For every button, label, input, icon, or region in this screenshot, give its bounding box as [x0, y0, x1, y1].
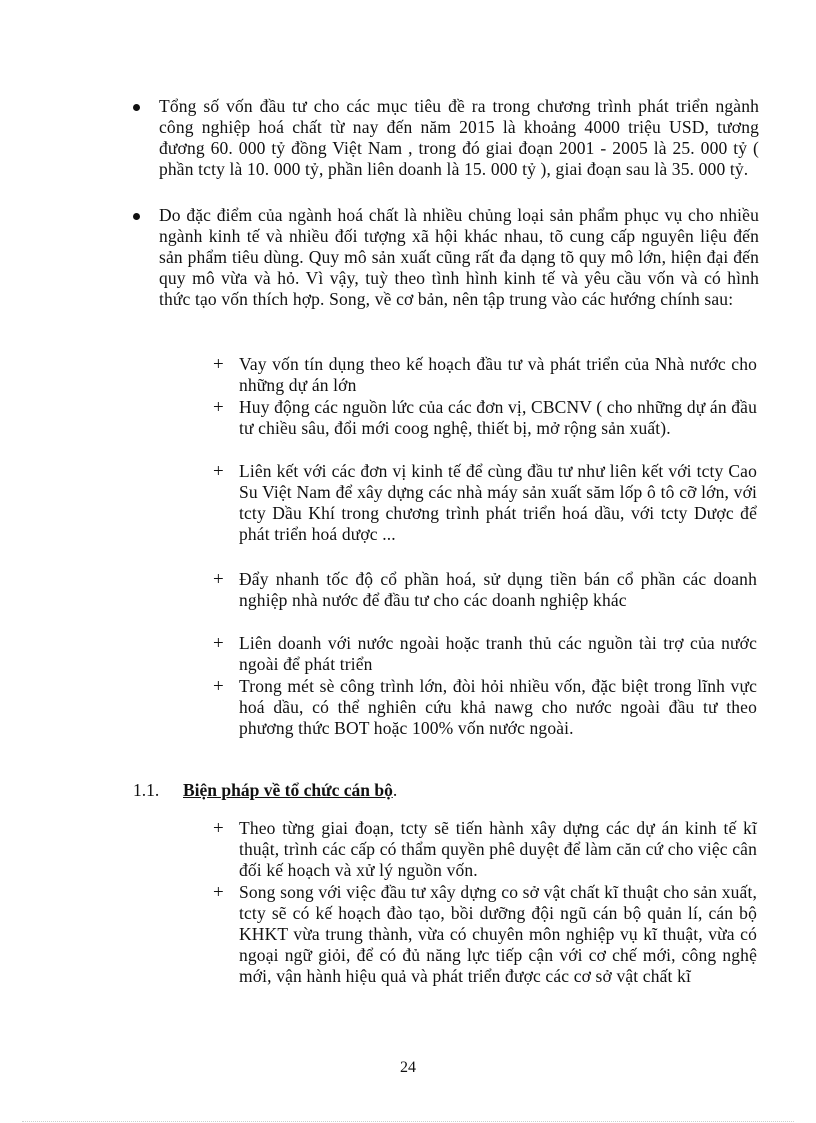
- section-title-suffix: .: [392, 780, 398, 800]
- plus-marker: +: [213, 397, 224, 418]
- section-item: [213, 882, 757, 987]
- sub-item: [213, 569, 757, 611]
- section-item-text: Theo từng giai đoạn, tcty sẽ tiến hành xây dựng các dự án kinh tế kĩ thuật, trình các cấp có thẩm quyền phê duyệt để làm căn cứ cho việc cân đối kế hoạch và xử lý nguồn vốn.: [239, 818, 757, 880]
- plus-marker: +: [213, 569, 224, 590]
- sub-item-text: Huy động các nguồn lức của các đơn vị, CBCNV ( cho những dự án đầu tư chiều sâu, đổi mới coog nghệ, thiết bị, mở rộng sản xuất).: [239, 397, 757, 438]
- bullet-item: [159, 96, 759, 180]
- plus-marker: +: [213, 461, 224, 482]
- page-bottom-rule: [22, 1121, 794, 1122]
- section-number: 1.1.: [133, 780, 160, 800]
- plus-marker: +: [213, 633, 224, 654]
- section-item-text: Song song với việc đầu tư xây dựng co sở vật chất kĩ thuật cho sản xuất, tcty sẽ có kế hoạch đào tạo, bồi dưỡng đội ngũ cán bộ quản lí, cán bộ KHKT vừa trung thành, vừa có chuyên môn nghiệp vụ kĩ thuật, vừa có ngoại ngữ giỏi, để có đủ năng lực tiếp cận với cơ chế mới, công nghệ mới, vận hành hiệu quả và phát triển được các cơ sở vật chất kĩ: [239, 882, 757, 986]
- sub-item: [213, 676, 757, 739]
- sub-item: [213, 461, 757, 545]
- bullet-dot: [133, 213, 140, 220]
- bullet-text: Do đặc điểm của ngành hoá chất là nhiều chủng loại sản phẩm phục vụ cho nhiều ngành kinh tế và nhiều đối tượng xã hội khác nhau, tõ cung cấp nguyên liệu đến sản phẩm tiêu dùng. Quy mô sản xuất cũng rất đa dạng tõ quy mô lớn, hiện đại đến quy mô vừa và hỏ. Vì vậy, tuỳ theo tình hình kinh tế và yêu cầu vốn và có hình thức tạo vốn thích hợp. Song, về cơ bản, nên tập trung vào các hướng chính sau:: [159, 205, 759, 309]
- plus-marker: +: [213, 818, 224, 839]
- bullet-dot: [133, 104, 140, 111]
- bullet-item: [159, 205, 759, 310]
- section-title: Biện pháp về tổ chức cán bộ: [183, 780, 393, 800]
- sub-item: [213, 397, 757, 439]
- sub-item-text: Trong mét sè công trình lớn, đòi hỏi nhiều vốn, đặc biệt trong lĩnh vực hoá dầu, có thể nghiên cứu khả nawg cho nước ngoài đầu tư theo phương thức BOT hoặc 100% vốn nước ngoài.: [239, 676, 757, 738]
- sub-item: [213, 354, 757, 396]
- sub-item-text: Vay vốn tín dụng theo kế hoạch đầu tư và phát triển của Nhà nước cho những dự án lớn: [239, 354, 757, 395]
- plus-marker: +: [213, 676, 224, 697]
- plus-marker: +: [213, 882, 224, 903]
- bullet-text: Tổng số vốn đầu tư cho các mục tiêu đề ra trong chương trình phát triển ngành công nghiệp hoá chất từ nay đến năm 2015 là khoảng 4000 triệu USD, tương đương 60. 000 tỷ đồng Việt Nam , trong đó giai đoạn 2001 - 2005 là 25. 000 tỷ ( phần tcty là 10. 000 tỷ, phần liên doanh là 15. 000 tỷ ), giai đoạn sau là 35. 000 tỷ.: [159, 96, 759, 179]
- sub-item-text: Đẩy nhanh tốc độ cổ phần hoá, sử dụng tiền bán cổ phần các doanh nghiệp nhà nước để đầu tư cho các doanh nghiệp khác: [239, 569, 757, 610]
- sub-item-text: Liên kết với các đơn vị kinh tế để cùng đầu tư như liên kết với tcty Cao Su Việt Nam để xây dựng các nhà máy sản xuất săm lốp ô tô cỡ lớn, với tcty Dầu Khí trong chương trình phát triển hoá dầu, với tcty Dược để phát triển hoá dược ...: [239, 461, 757, 544]
- sub-item-text: Liên doanh với nước ngoài hoặc tranh thủ các nguồn tài trợ của nước ngoài để phát triển: [239, 633, 757, 674]
- section-item: [213, 818, 757, 881]
- section-heading: [133, 780, 397, 801]
- sub-item: [213, 633, 757, 675]
- plus-marker: +: [213, 354, 224, 375]
- page-number: 24: [400, 1059, 416, 1076]
